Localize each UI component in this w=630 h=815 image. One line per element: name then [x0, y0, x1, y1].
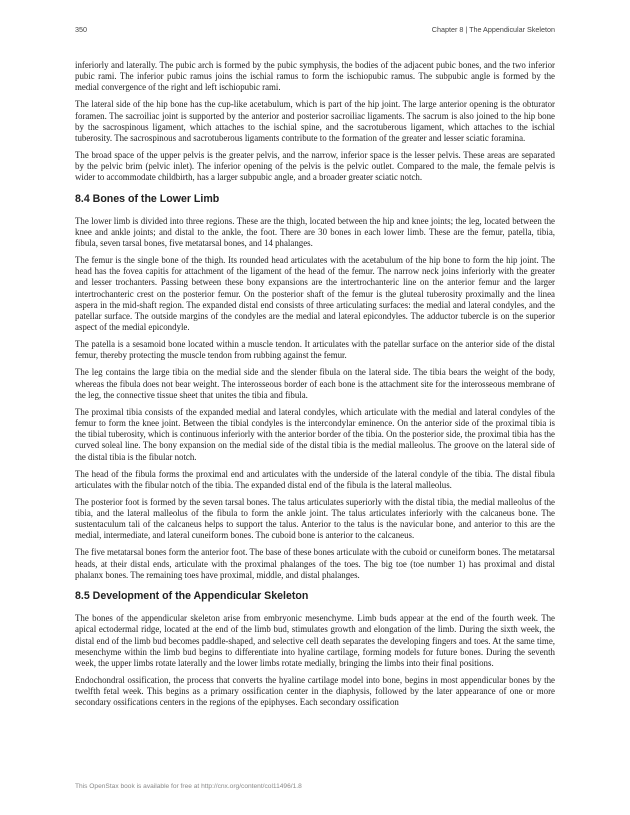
paragraph-metatarsals: The five metatarsal bones form the anterior foot. The base of these bones articulate with the cuboid or cuneiform bones. The metatarsal heads, at their distal ends, articulate with the proximal phalanges of the toes. The big toe (toe number 1) has proximal and distal phalanx bones. The remaining toes have proximal, middle, and distal phalanges. [75, 547, 555, 580]
running-header [75, 25, 555, 37]
section-heading-8-5: 8.5 Development of the Appendicular Skeleton [75, 590, 309, 603]
paragraph-pelvis-arch: inferiorly and laterally. The pubic arch is formed by the pubic symphysis, the bodies of the adjacent pubic bones, and the two inferior pubic rami. The inferior pubic ramus joins the ischial ramus to form the ischiopubic ramus. The subpubic angle is formed by the medial convergence of the right and left ischiopubic rami. [75, 60, 555, 93]
paragraph-patella: The patella is a sesamoid bone located within a muscle tendon. It articulates with the patellar surface on the anterior side of the distal femur, thereby protecting the muscle tendon from rubbing against the femur. [75, 339, 555, 361]
page-number: 350 [75, 25, 87, 34]
main-content [75, 60, 555, 714]
paragraph-pelvis-spaces: The broad space of the upper pelvis is the greater pelvis, and the narrow, inferior space is the lesser pelvis. These areas are separated by the pelvic brim (pelvic inlet). The inferior opening of the pelvis is the pelvic outlet. Compared to the male, the female pelvis is wider to accommodate childbirth, has a larger subpubic angle, and a broader greater sciatic notch. [75, 150, 555, 183]
chapter-title: Chapter 8 | The Appendicular Skeleton [431, 25, 555, 34]
paragraph-posterior-foot: The posterior foot is formed by the seven tarsal bones. The talus articulates superiorly with the distal tibia, the medial malleolus of the tibia, and the lateral malleolus of the fibula to form the ankle joint. The talus articulates inferiorly with the calcaneus bone. The sustentaculum tali of the calcaneus helps to support the talus. Anterior to the talus is the navicular bone, and anterior to this are the medial, intermediate, and lateral cuneiform bones. The cuboid bone is anterior to the calcaneus. [75, 496, 555, 541]
section-heading-8-4: 8.4 Bones of the Lower Limb [75, 192, 220, 205]
paragraph-leg: The leg contains the large tibia on the medial side and the slender fibula on the lateral side. The tibia bears the weight of the body, whereas the fibula does not bear weight. The interosseous border of each bone is the attachment site for the interosseous membrane of the leg, the connective tissue sheet that unites the tibia and fibula. [75, 367, 555, 400]
paragraph-hip-bone-lateral: The lateral side of the hip bone has the cup-like acetabulum, which is part of the hip joint. The large anterior opening is the obturator foramen. The sacroiliac joint is supported by the anterior and posterior sacroiliac ligaments. The sacrum is also joined to the hip bone by the sacrospinous ligament, which attaches to the ischial spine, and the sacrotuberous ligament, which attaches to the ischial tuberosity. The sacrospinous and sacrotuberous ligaments contribute to the formation of the greater and lesser sciatic foramina. [75, 99, 555, 144]
paragraph-femur: The femur is the single bone of the thigh. Its rounded head articulates with the acetabulum of the hip bone to form the hip joint. The head has the fovea capitis for attachment of the ligament of the head of the femur. The narrow neck joins inferiorly with the greater and lesser trochanters. Passing between these bony expansions are the intertrochanteric line on the anterior femur and the larger intertrochanteric crest on the posterior femur. On the posterior shaft of the femur is the gluteal tuberosity proximally and the linea aspera in the mid-shaft region. The expanded distal end consists of three articulating surfaces: the medial and lateral condyles, and the patellar surface. The outside margins of the condyles are the medial and lateral epicondyles. The adductor tubercle is on the superior aspect of the medial epicondyle. [75, 255, 555, 333]
paragraph-proximal-tibia: The proximal tibia consists of the expanded medial and lateral condyles, which articulate with the medial and lateral condyles of the femur to form the knee joint. Between the tibial condyles is the intercondylar eminence. On the anterior side of the proximal tibia is the tibial tuberosity, which is continuous inferiorly with the anterior border of the tibia. On the posterior side, the proximal tibia has the curved soleal line. The bony expansion on the medial side of the distal tibia is the medial malleolus. The groove on the lateral side of the distal tibia is the fibular notch. [75, 406, 555, 462]
paragraph-development: The bones of the appendicular skeleton arise from embryonic mesenchyme. Limb buds appear at the end of the fourth week. The apical ectodermal ridge, located at the end of the limb bud, stimulates growth and elongation of the limb. During the sixth week, the distal end of the limb bud becomes paddle-shaped, and selective cell death separates the developing fingers and toes. At the same time, mesenchyme within the limb bud begins to differentiate into hyaline cartilage, forming models for future bones. During the seventh week, the upper limbs rotate laterally and the lower limbs rotate medially, bringing the limbs into their final positions. [75, 613, 555, 668]
paragraph-fibula: The head of the fibula forms the proximal end and articulates with the underside of the lateral condyle of the tibia. The distal fibula articulates with the fibular notch of the tibia. The expanded distal end of the fibula is the lateral malleolus. [75, 468, 555, 490]
footer-text: This OpenStax book is available for free at http://cnx.org/content/col11496/1.8 [75, 783, 302, 790]
paragraph-endochondral-ossification: Endochondral ossification, the process that converts the hyaline cartilage model into bone, begins in most appendicular bones by the twelfth fetal week. This begins as a primary ossification center in the diaphysis, followed by the later appearance of one or more secondary ossifications centers in the regions of the epiphyses. Each secondary ossification [75, 674, 555, 708]
paragraph-lower-limb-regions: The lower limb is divided into three regions. These are the thigh, located between the hip and knee joints; the leg, located between the knee and ankle joints; and distal to the ankle, the foot. There are 30 bones in each lower limb. These are the femur, patella, tibia, fibula, seven tarsal bones, five metatarsal bones, and 14 phalanges. [75, 215, 555, 249]
